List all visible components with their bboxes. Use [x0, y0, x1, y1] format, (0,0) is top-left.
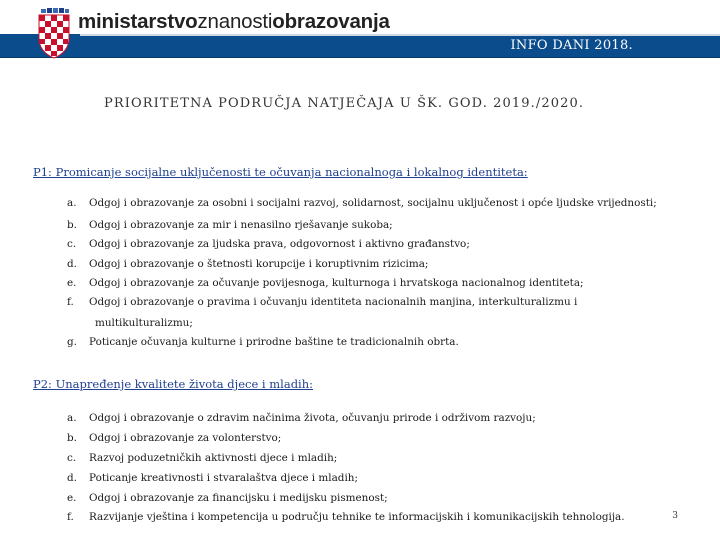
list-item-text: Odgoj i obrazovanje za osobni i socijalni razvoj, solidarnost, socijalnu uključenost i opće ljudske vrijednosti; [89, 197, 657, 209]
section-heading-p1: P1: Promicanje socijalne uključenosti te očuvanja nacionalnoga i lokalnog identiteta: [33, 165, 528, 179]
list-marker: a. [67, 197, 77, 209]
list-item [67, 296, 577, 308]
list-item [67, 511, 625, 523]
list-marker: g. [67, 336, 77, 348]
list-marker: d. [67, 258, 77, 270]
list-marker: c. [67, 238, 77, 250]
logo-text-part1: ministarstvo [78, 10, 198, 33]
logo-text-part3: obrazovanja [272, 10, 390, 33]
list-marker: f. [67, 296, 74, 308]
list-item-text: Odgoj i obrazovanje za mir i nenasilno rješavanje sukoba; [89, 219, 393, 231]
list-item [67, 258, 428, 270]
logo-text-part2: znanosti [197, 10, 273, 33]
list-marker: f. [67, 511, 74, 523]
list-item-text: Poticanje kreativnosti i stvaralaštva djece i mladih; [89, 472, 358, 484]
list-marker: e. [67, 492, 77, 504]
list-item-text: Odgoj i obrazovanje o zdravim načinima života, očuvanju prirode i održivom razvoju; [89, 412, 536, 424]
ministry-logo-text [78, 10, 390, 34]
list-marker: c. [67, 452, 77, 464]
list-item-text: Odgoj i obrazovanje za očuvanje povijesnoga, kulturnoga i hrvatskoga nacionalnog identiteta; [89, 277, 584, 289]
list-marker: a. [67, 412, 77, 424]
section-heading-p2: P2: Unapređenje kvalitete života djece i mladih: [33, 377, 314, 391]
list-item [67, 197, 657, 209]
list-item-text: Odgoj i obrazovanje o štetnosti korupcije i koruptivnim rizicima; [89, 258, 429, 270]
list-item [67, 492, 388, 504]
list-item [67, 412, 536, 424]
list-item [67, 336, 459, 348]
list-item-continuation: multikulturalizmu; [95, 317, 193, 329]
list-item [67, 219, 393, 231]
list-item [67, 432, 281, 444]
coat-of-arms-icon [38, 8, 70, 60]
list-item-text: Odgoj i obrazovanje za ljudska prava, odgovornost i aktivno građanstvo; [89, 238, 470, 250]
list-item-text: Razvijanje vještina i kompetencija u području tehnike te informacijskih i komunikacijskih tehnologija. [89, 511, 625, 523]
list-item-text: Odgoj i obrazovanje za volonterstvo; [89, 432, 282, 444]
list-item-text: Odgoj i obrazovanje za financijsku i medijsku pismenost; [89, 492, 388, 504]
list-item-text: Odgoj i obrazovanje o pravima i očuvanju identiteta nacionalnih manjina, interkulturalizmu i [89, 296, 578, 308]
list-item-text: Razvoj poduzetničkih aktivnosti djece i mladih; [89, 452, 338, 464]
list-marker: e. [67, 277, 77, 289]
list-marker: b. [67, 432, 77, 444]
list-item [67, 238, 470, 250]
list-item [67, 472, 358, 484]
list-marker: d. [67, 472, 77, 484]
header-label: INFO DANI 2018. [510, 38, 633, 53]
page-number: 3 [672, 511, 678, 521]
list-item [67, 277, 584, 289]
list-item-text: Poticanje očuvanja kulturne i prirodne baštine te tradicionalnih obrta. [89, 336, 459, 348]
list-item [67, 452, 337, 464]
page-title: PRIORITETNA PODRUČJA NATJEČAJA U ŠK. GOD. 2019./2020. [104, 96, 585, 111]
list-marker: b. [67, 219, 77, 231]
